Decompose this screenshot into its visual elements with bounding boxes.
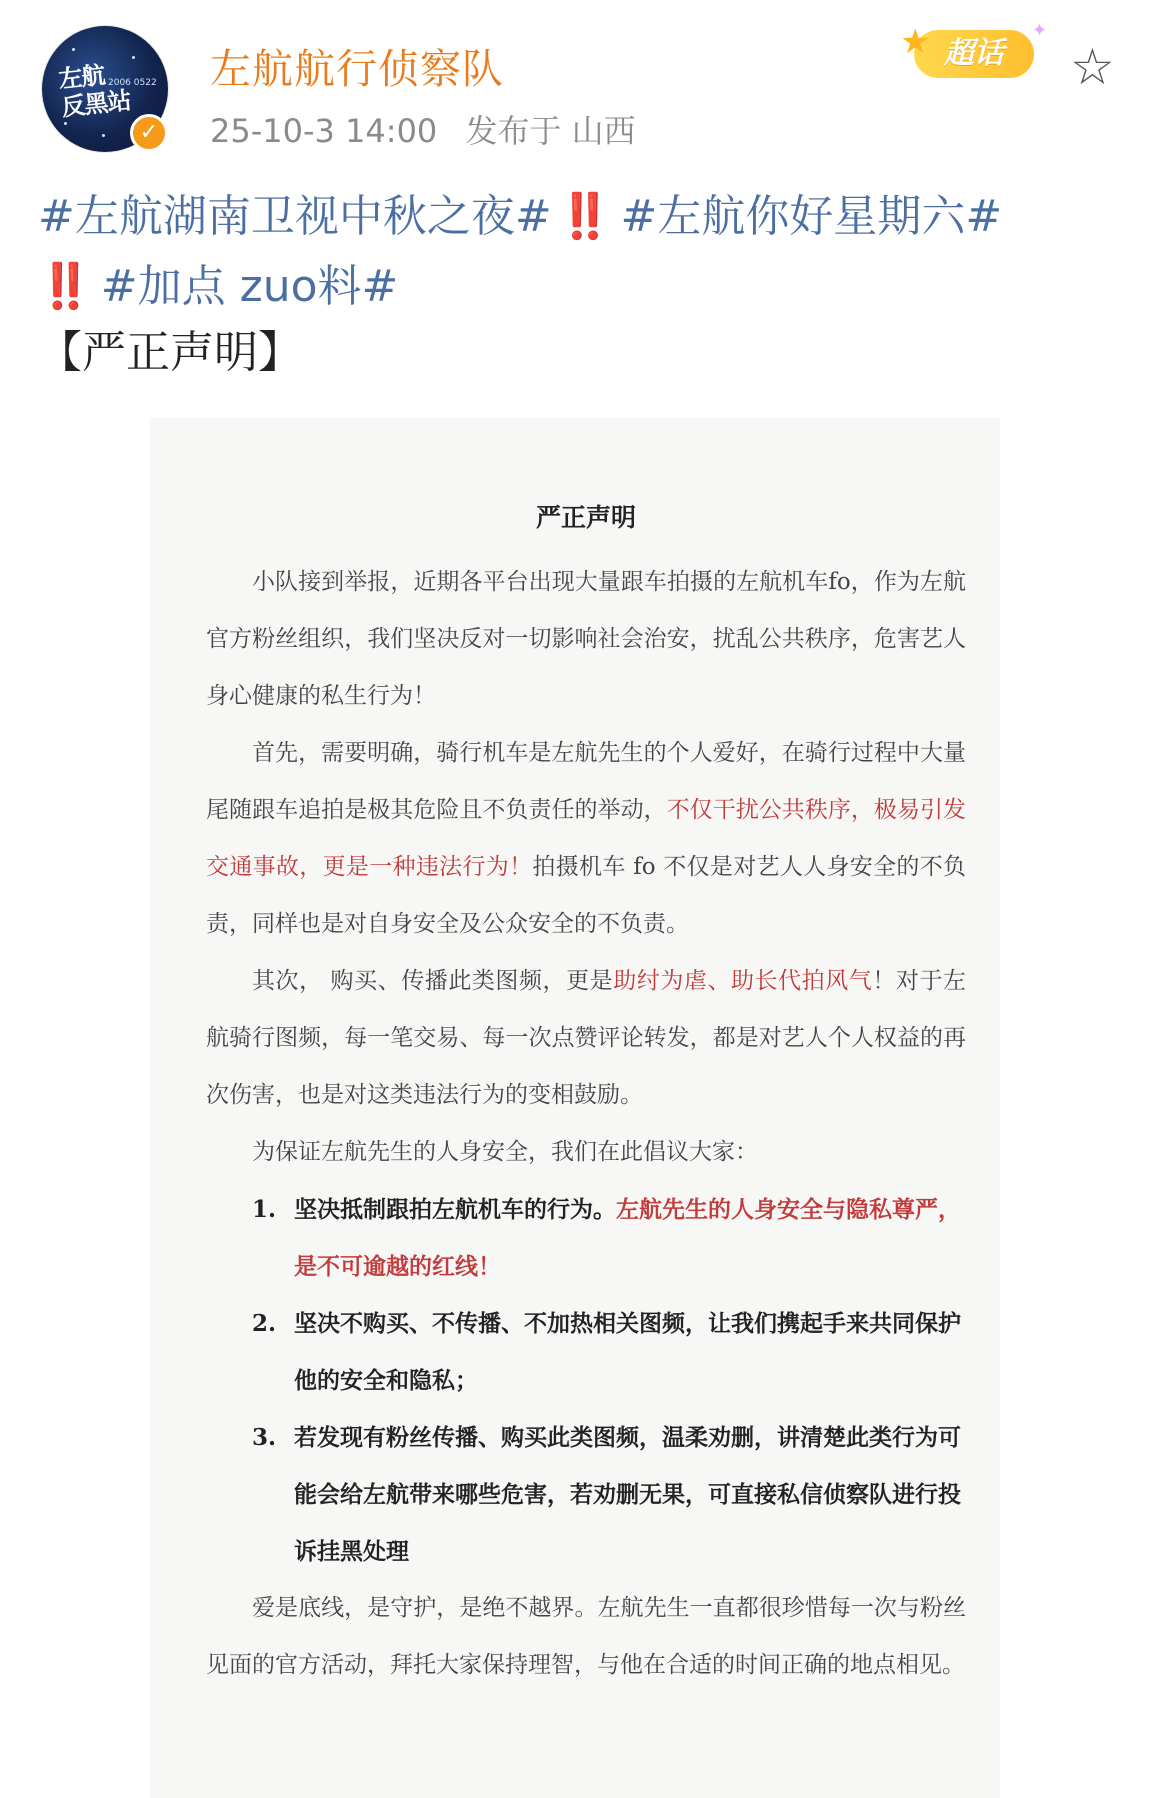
statement-document: [206, 498, 966, 1694]
sparkle-icon: ✦: [1032, 20, 1048, 41]
paragraph-4: 为保证左航先生的人身安全，我们在此倡议大家：: [252, 1139, 758, 1165]
list-number: 2.: [252, 1310, 277, 1337]
paragraph-3-text-end: ！对于左航骑行图频，每一笔交易、每一次点赞评论转发，都是对艺人个人权益的再次伤害，也是对这类违法行为的变相鼓励。: [206, 968, 967, 1108]
list-item: [252, 1181, 966, 1295]
paragraph-2-text: 首先，需要明确，骑行机车是左航先生的个人爱好，在骑行过程中大量尾随跟车追拍是极其危险且不负责任的举动，: [206, 740, 966, 823]
list-item-highlight: 左航先生的人身安全与隐私尊严，是不可逾越的红线！: [294, 1196, 961, 1280]
document-title: 严正声明: [535, 503, 636, 532]
list-item-text: 若发现有粉丝传播、购买此类图频，温柔劝删，讲清楚此类行为可能会给左航带来哪些危害，若劝删无果，可直接私信侦察队进行投诉挂黑处理: [294, 1424, 961, 1565]
post-text: [38, 182, 1138, 388]
list-item: [252, 1409, 966, 1580]
paragraph-2-highlight: 不仅干扰公共秩序，极易引发交通事故，更是一种违法行为！: [206, 797, 966, 880]
favorite-star-icon[interactable]: ☆: [1070, 38, 1115, 96]
verified-badge-icon: ✓: [130, 114, 168, 152]
hashtag-link[interactable]: #左航你好星期六#: [620, 191, 1003, 242]
post-heading: 【严正声明】: [38, 327, 302, 378]
supertopic-label: 超话: [914, 30, 1034, 78]
proposal-list: [252, 1181, 966, 1580]
list-item-text: 坚决抵制跟拍左航机车的行为。: [294, 1196, 616, 1223]
paragraph-2-text-end: 拍摄机车 fo 不仅是对艺人人身安全的不负责，同样也是对自身安全及公众安全的不负责。: [206, 854, 967, 937]
paragraph-5: 爱是底线，是守护，是绝不越界。左航先生一直都很珍惜每一次与粉丝见面的官方活动，拜托大家保持理智，与他在合适的时间正确的地点相见。: [206, 1595, 966, 1678]
double-exclamation-icon: ‼️: [38, 261, 87, 312]
avatar-small-text: 2006 0522: [108, 78, 157, 88]
avatar-text: 左航 反黑站: [57, 59, 132, 122]
post-source: 发布于 山西: [465, 112, 636, 150]
paragraph-3: [206, 953, 966, 1124]
timestamp: 25-10-3 14:00: [210, 112, 438, 150]
paragraph-3-text: 其次， 购买、传播此类图频，更是: [252, 968, 614, 994]
username[interactable]: 左航航行侦察队: [210, 45, 504, 93]
post-meta: [210, 106, 654, 152]
list-item: [252, 1295, 966, 1409]
list-number: 1.: [252, 1196, 277, 1223]
star-sparkle-icon: ★: [900, 22, 931, 62]
paragraph-1: 小队接到举报，近期各平台出现大量跟车拍摄的左航机车fo，作为左航官方粉丝组织，我们坚决反对一切影响社会治安，扰乱公共秩序，危害艺人身心健康的私生行为！: [206, 569, 966, 709]
list-number: 3.: [252, 1424, 277, 1451]
hashtag-link[interactable]: #左航湖南卫视中秋之夜#: [38, 191, 552, 242]
hashtag-link[interactable]: #加点 zuo料#: [100, 261, 399, 312]
supertopic-button[interactable]: [900, 22, 1046, 84]
post-header: [0, 0, 1170, 170]
double-exclamation-icon: ‼️: [557, 191, 607, 242]
paragraph-3-highlight: 助纣为虐、助长代拍风气: [613, 968, 873, 994]
list-item-text: 坚决不购买、不传播、不加热相关图频，让我们携起手来共同保护他的安全和隐私；: [294, 1310, 961, 1394]
statement-image[interactable]: [150, 418, 1000, 1798]
paragraph-2: [206, 725, 966, 953]
